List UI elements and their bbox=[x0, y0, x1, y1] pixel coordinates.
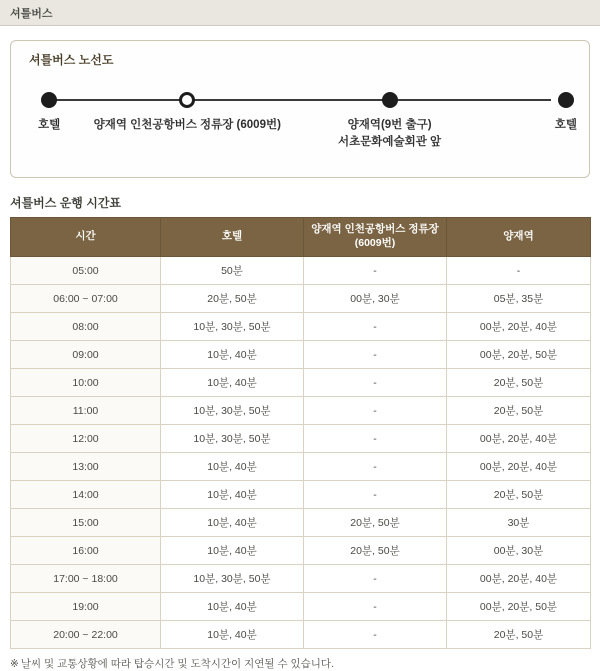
table-row bbox=[11, 621, 591, 649]
cell-yangjae: 00분, 30분 bbox=[447, 537, 591, 565]
timetable-body bbox=[11, 257, 591, 649]
cell-time: 09:00 bbox=[11, 341, 161, 369]
route-stop-marker-hotel-start bbox=[41, 92, 57, 108]
cell-time: 06:00 ~ 07:00 bbox=[11, 285, 161, 313]
cell-hotel: 10분, 30분, 50분 bbox=[161, 313, 304, 341]
page-title: 셔틀버스 bbox=[10, 7, 53, 20]
cell-hotel: 10분, 40분 bbox=[161, 341, 304, 369]
route-stop-label-hotel-start: 호텔 bbox=[38, 119, 61, 131]
cell-yangjae: 20분, 50분 bbox=[447, 369, 591, 397]
cell-bus6009: - bbox=[304, 341, 447, 369]
cell-yangjae: 00분, 20분, 40분 bbox=[447, 313, 591, 341]
cell-yangjae: - bbox=[447, 257, 591, 285]
cell-time: 10:00 bbox=[11, 369, 161, 397]
table-row bbox=[11, 369, 591, 397]
table-row bbox=[11, 257, 591, 285]
column-header-hotel: 호텔 bbox=[161, 218, 304, 257]
cell-hotel: 10분, 30분, 50분 bbox=[161, 397, 304, 425]
cell-bus6009: 20분, 50분 bbox=[304, 537, 447, 565]
table-row bbox=[11, 285, 591, 313]
cell-bus6009: 20분, 50분 bbox=[304, 509, 447, 537]
cell-yangjae: 00분, 20분, 50분 bbox=[447, 341, 591, 369]
cell-bus6009: - bbox=[304, 425, 447, 453]
cell-bus6009: - bbox=[304, 397, 447, 425]
cell-hotel: 10분, 40분 bbox=[161, 621, 304, 649]
cell-bus6009: - bbox=[304, 621, 447, 649]
cell-hotel: 10분, 40분 bbox=[161, 537, 304, 565]
cell-time: 16:00 bbox=[11, 537, 161, 565]
cell-hotel: 20분, 50분 bbox=[161, 285, 304, 313]
route-map-panel bbox=[10, 40, 590, 178]
cell-time: 15:00 bbox=[11, 509, 161, 537]
cell-time: 05:00 bbox=[11, 257, 161, 285]
cell-bus6009: - bbox=[304, 481, 447, 509]
table-row bbox=[11, 453, 591, 481]
page-header-bar bbox=[0, 0, 600, 26]
cell-time: 17:00 ~ 18:00 bbox=[11, 565, 161, 593]
cell-yangjae: 00분, 20분, 40분 bbox=[447, 565, 591, 593]
route-stop-marker-hotel-end bbox=[558, 92, 574, 108]
cell-time: 08:00 bbox=[11, 313, 161, 341]
cell-bus6009: - bbox=[304, 593, 447, 621]
cell-bus6009: - bbox=[304, 453, 447, 481]
table-row bbox=[11, 397, 591, 425]
cell-yangjae: 00분, 20분, 40분 bbox=[447, 453, 591, 481]
cell-hotel: 10분, 30분, 50분 bbox=[161, 425, 304, 453]
route-stop-label-hotel-end: 호텔 bbox=[554, 119, 577, 131]
route-stop-label-yangjae-exit9-line2: 서초문화예술회관 앞 bbox=[337, 135, 442, 148]
column-header-time: 시간 bbox=[11, 218, 161, 257]
cell-hotel: 10분, 40분 bbox=[161, 593, 304, 621]
table-header-row bbox=[11, 218, 591, 257]
table-row bbox=[11, 341, 591, 369]
cell-yangjae: 20분, 50분 bbox=[447, 621, 591, 649]
route-stop-marker-yangjae-exit9 bbox=[382, 92, 398, 108]
shuttle-timetable bbox=[10, 217, 591, 649]
cell-yangjae: 00분, 20분, 40분 bbox=[447, 425, 591, 453]
cell-hotel: 10분, 30분, 50분 bbox=[161, 565, 304, 593]
cell-bus6009: - bbox=[304, 257, 447, 285]
cell-time: 11:00 bbox=[11, 397, 161, 425]
timetable-footnote bbox=[10, 656, 590, 671]
route-stop-marker-yangjae-airportbus bbox=[179, 92, 195, 108]
cell-yangjae: 05분, 35분 bbox=[447, 285, 591, 313]
column-header-bus6009: 양재역 인천공항버스 정류장 (6009번) bbox=[304, 218, 447, 257]
timetable-title: 셔틀버스 운행 시간표 bbox=[10, 196, 121, 210]
cell-bus6009: - bbox=[304, 313, 447, 341]
cell-time: 14:00 bbox=[11, 481, 161, 509]
table-row bbox=[11, 425, 591, 453]
route-map-title: 셔틀버스 노선도 bbox=[29, 53, 114, 67]
column-header-yangjae: 양재역 bbox=[447, 218, 591, 257]
table-row bbox=[11, 537, 591, 565]
cell-hotel: 10분, 40분 bbox=[161, 509, 304, 537]
cell-yangjae: 30분 bbox=[447, 509, 591, 537]
cell-time: 19:00 bbox=[11, 593, 161, 621]
table-row bbox=[11, 481, 591, 509]
cell-time: 12:00 bbox=[11, 425, 161, 453]
route-stop-label-yangjae-exit9 bbox=[338, 117, 441, 150]
footnote-text: 날씨 및 교통상황에 따라 탑승시간 및 도착시간이 지연될 수 있습니다. bbox=[20, 658, 334, 670]
cell-yangjae: 20분, 50분 bbox=[447, 481, 591, 509]
cell-bus6009: - bbox=[304, 565, 447, 593]
table-row bbox=[11, 565, 591, 593]
table-row bbox=[11, 313, 591, 341]
cell-bus6009: 00분, 30분 bbox=[304, 285, 447, 313]
cell-bus6009: - bbox=[304, 369, 447, 397]
table-row bbox=[11, 509, 591, 537]
cell-time: 13:00 bbox=[11, 453, 161, 481]
cell-hotel: 10분, 40분 bbox=[161, 369, 304, 397]
table-row bbox=[11, 593, 591, 621]
cell-time: 20:00 ~ 22:00 bbox=[11, 621, 161, 649]
route-line bbox=[49, 99, 551, 101]
route-stop-label-yangjae-airportbus: 양재역 인천공항버스 정류장 (6009번) bbox=[93, 119, 281, 131]
route-stop-label-yangjae-exit9-line1: 양재역(9번 출구) bbox=[347, 119, 432, 131]
cell-hotel: 10분, 40분 bbox=[161, 453, 304, 481]
cell-yangjae: 00분, 20분, 50분 bbox=[447, 593, 591, 621]
cell-yangjae: 20분, 50분 bbox=[447, 397, 591, 425]
cell-hotel: 10분, 40분 bbox=[161, 481, 304, 509]
asterisk-icon: ※ bbox=[10, 658, 19, 670]
cell-hotel: 50분 bbox=[161, 257, 304, 285]
